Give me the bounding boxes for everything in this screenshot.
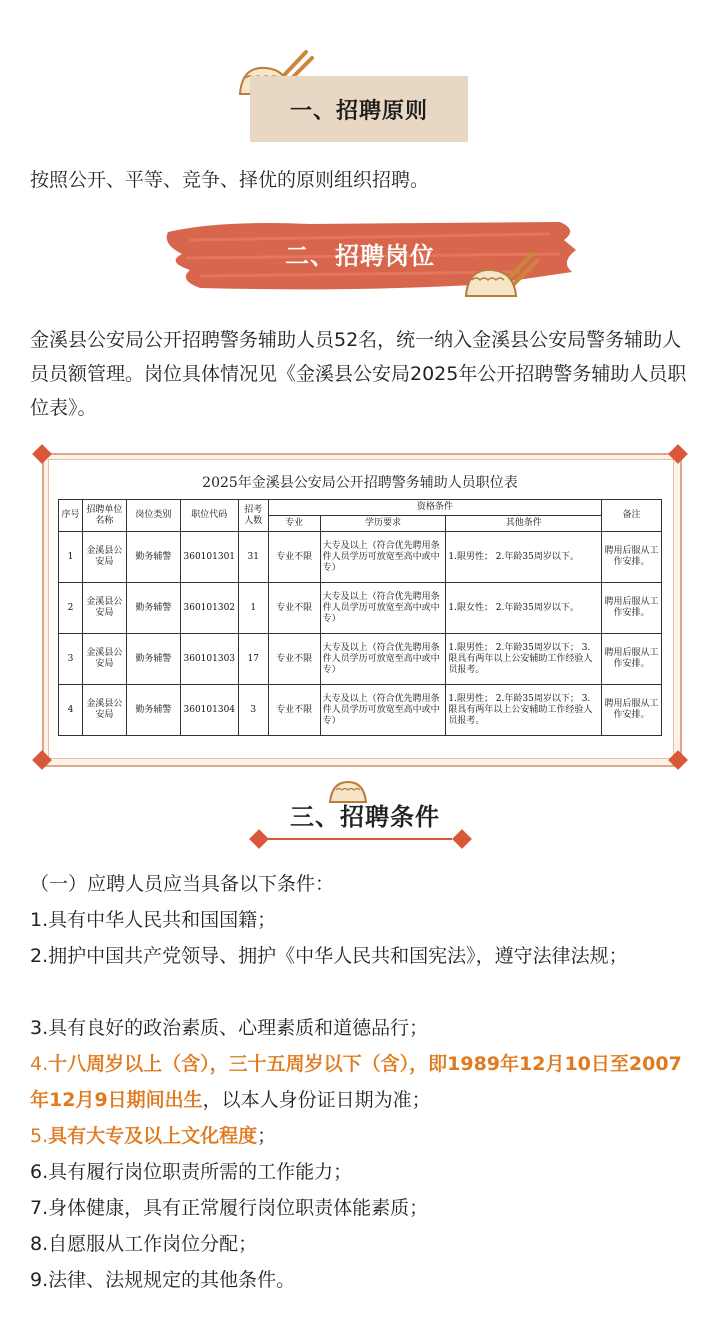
header-other: 其他条件	[446, 516, 602, 532]
section-heading-principle: 一、招聘原则	[250, 76, 468, 142]
cell-code: 360101301	[180, 532, 238, 583]
cell-note: 聘用后服从工作安排。	[602, 685, 662, 736]
cell-other: 1.限男性； 2.年龄35周岁以下； 3.限具有两年以上公安辅助工作经验人员报考。	[446, 634, 602, 685]
cell-seq: 4	[59, 685, 83, 736]
cell-edu: 大专及以上（符合优先聘用条件人员学历可放宽至高中或中专）	[320, 532, 446, 583]
heading-diamond	[249, 829, 269, 849]
section-heading-positions: 二、招聘岗位	[285, 242, 435, 270]
cell-other: 1.限男性； 2.年龄35周岁以下； 3.限具有两年以上公安辅助工作经验人员报考。	[446, 685, 602, 736]
table-title: 2025年金溪县公安局公开招聘警务辅助人员职位表	[202, 475, 518, 491]
cell-unit: 金溪县公安局	[82, 685, 126, 736]
cell-seq: 3	[59, 634, 83, 685]
cell-major: 专业不限	[268, 634, 320, 685]
cell-type: 勤务辅警	[126, 634, 180, 685]
cell-edu: 大专及以上（符合优先聘用条件人员学历可放宽至高中或中专）	[320, 583, 446, 634]
header-major: 专业	[268, 516, 320, 532]
header-edu: 学历要求	[320, 516, 446, 532]
cell-code: 360101304	[180, 685, 238, 736]
cell-unit: 金溪县公安局	[82, 583, 126, 634]
condition-item: 6.具有履行岗位职责所需的工作能力；	[30, 1161, 353, 1183]
cell-code: 360101303	[180, 634, 238, 685]
table-row	[59, 685, 662, 736]
cell-edu: 大专及以上（符合优先聘用条件人员学历可放宽至高中或中专）	[320, 685, 446, 736]
cell-major: 专业不限	[268, 532, 320, 583]
cell-code: 360101302	[180, 583, 238, 634]
cell-major: 专业不限	[268, 583, 320, 634]
condition-item-education	[30, 1118, 698, 1154]
age-highlight: 十八周岁以上（含），三十五周岁以下（含），即1989年12月10日至2007年12月9日期间出生	[30, 1053, 682, 1111]
cell-type: 勤务辅警	[126, 532, 180, 583]
cell-seq: 2	[59, 583, 83, 634]
cell-note: 聘用后服从工作安排。	[602, 583, 662, 634]
heading-underline	[268, 838, 452, 840]
cell-other: 1.限男性； 2.年龄35周岁以下。	[446, 532, 602, 583]
cell-edu: 大专及以上（符合优先聘用条件人员学历可放宽至高中或中专）	[320, 634, 446, 685]
table-row	[59, 583, 662, 634]
cell-major: 专业不限	[268, 685, 320, 736]
condition-item-age	[30, 1046, 698, 1118]
header-qual: 资格条件	[268, 500, 601, 516]
cell-unit: 金溪县公安局	[82, 532, 126, 583]
condition-item: 8.自愿服从工作岗位分配；	[30, 1233, 258, 1255]
positions-table	[58, 499, 662, 736]
cell-type: 勤务辅警	[126, 685, 180, 736]
cell-type: 勤务辅警	[126, 583, 180, 634]
cell-count: 1	[238, 583, 268, 634]
section-heading-conditions: 三、招聘条件	[290, 803, 440, 831]
cell-seq: 1	[59, 532, 83, 583]
condition-item: 2.拥护中国共产党领导、拥护《中华人民共和国宪法》，遵守法律法规；	[30, 945, 628, 967]
table-row	[59, 532, 662, 583]
education-highlight: 具有大专及以上文化程度	[48, 1125, 258, 1147]
cell-count: 3	[238, 685, 268, 736]
condition-item: 1.具有中华人民共和国国籍；	[30, 909, 277, 931]
conditions-intro: （一）应聘人员应当具备以下条件：	[30, 873, 335, 895]
condition-item: 9.法律、法规规定的其他条件。	[30, 1269, 296, 1291]
condition-item: 3.具有良好的政治素质、心理素质和道德品行；	[30, 1017, 429, 1039]
cell-count: 17	[238, 634, 268, 685]
cell-other: 1.限女性； 2.年龄35周岁以下。	[446, 583, 602, 634]
cell-count: 31	[238, 532, 268, 583]
header-note: 备注	[602, 500, 662, 532]
heading-diamond	[452, 829, 472, 849]
principle-text: 按照公开、平等、竞争、择优的原则组织招聘。	[30, 169, 430, 191]
header-seq: 序号	[59, 500, 83, 532]
table-row	[59, 634, 662, 685]
cell-unit: 金溪县公安局	[82, 634, 126, 685]
condition-item: 7.身体健康，具有正常履行岗位职责体能素质；	[30, 1197, 429, 1219]
header-code: 职位代码	[180, 500, 238, 532]
item-number: 4.	[30, 1053, 49, 1075]
cell-note: 聘用后服从工作安排。	[602, 634, 662, 685]
cell-note: 聘用后服从工作安排。	[602, 532, 662, 583]
age-rest: ，以本人身份证日期为准；	[202, 1089, 431, 1111]
header-type: 岗位类别	[126, 500, 180, 532]
dumpling-chopsticks-icon	[458, 250, 540, 308]
header-unit: 招聘单位名称	[82, 500, 126, 532]
item-number: 5.	[30, 1125, 49, 1147]
education-rest: ；	[257, 1125, 277, 1147]
header-count: 招考人数	[238, 500, 268, 532]
positions-text: 金溪县公安局公开招聘警务辅助人员52名，统一纳入金溪县公安局警务辅助人员员额管理。岗位具体情况见《金溪县公安局2025年公开招聘警务辅助人员职位表》。	[30, 329, 687, 419]
